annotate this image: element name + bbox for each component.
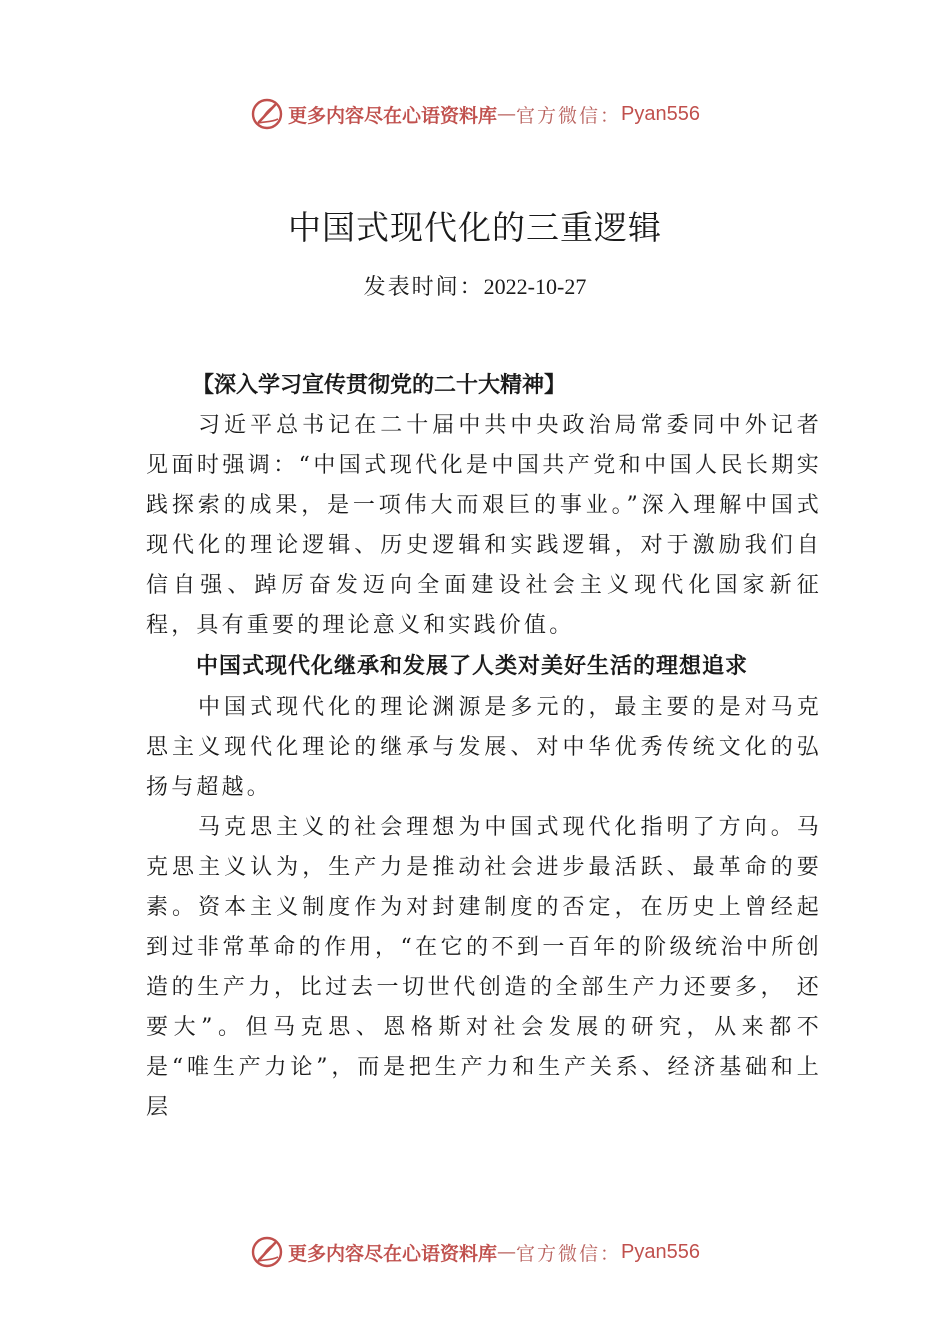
header-watermark	[0, 94, 950, 134]
watermark-wechat-id: Pyan556	[621, 1240, 700, 1263]
watermark-wechat-label: 官方微信：	[516, 1242, 622, 1265]
paragraph: 中国式现代化的理论渊源是多元的，最主要的是对马克思主义现代化理论的继承与发展、对中华优秀传统文化的弘扬与超越。	[146, 695, 822, 800]
article-title: 中国式现代化的三重逻辑	[288, 208, 662, 247]
article-body	[146, 366, 822, 1128]
paragraph: 马克思主义的社会理想为中国式现代化指明了方向。马克思主义认为，生产力是推动社会进步最活跃、最革命的要素。资本主义制度作为对封建制度的否定，在历史上曾经起到过非常革命的作用，“在它的不到一百年的阶级统治中所创造的生产力，比过去一切世代创造的全部生产力还要多， 还要大”。但马克思、恩格斯对社会发展的研究，从来都不是“唯生产力论”，而是把生产力和生产关系、经济基础和上层	[146, 815, 822, 1120]
subheading: 中国式现代化继承和发展了人类对美好生活的理想追求	[196, 654, 749, 679]
watermark-dash: —	[497, 1241, 517, 1263]
watermark-site-name: 更多内容尽在心语资料库	[288, 104, 498, 127]
quill-seal-icon	[250, 1235, 284, 1269]
watermark-dash: —	[497, 103, 517, 125]
publish-date-value: 2022-10-27	[483, 274, 587, 299]
watermark-wechat-id: Pyan556	[621, 102, 700, 125]
section-tag: 【深入学习宣传贯彻党的二十大精神】	[192, 373, 567, 398]
watermark-site-name: 更多内容尽在心语资料库	[288, 1242, 498, 1265]
watermark-wechat-label: 官方微信：	[516, 104, 622, 127]
footer-watermark	[0, 1232, 950, 1272]
publish-date-label: 发表时间：	[363, 275, 484, 300]
paragraph: 习近平总书记在二十届中共中央政治局常委同中外记者见面时强调：“中国式现代化是中国共产党和中国人民长期实践探索的成果，是一项伟大而艰巨的事业。”深入理解中国式现代化的理论逻辑、历史逻辑和实践逻辑，对于激励我们自信自强、踔厉奋发迈向全面建设社会主义现代化国家新征程，具有重要的理论意义和实践价值。	[146, 413, 822, 638]
quill-seal-icon	[250, 97, 284, 131]
publish-date	[0, 270, 950, 301]
